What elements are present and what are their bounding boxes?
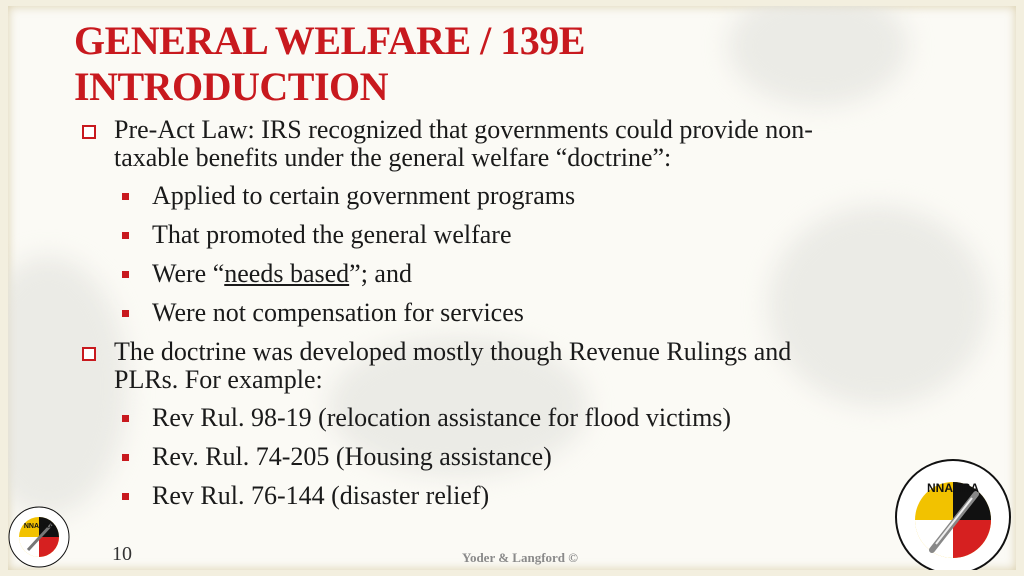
sub-bullet-text: Applied to certain government programs (152, 181, 576, 210)
sub-bullet (76, 299, 956, 327)
sub-bullet (76, 404, 956, 432)
bullet-text-line: taxable benefits under the general welfare “doctrine”: (114, 143, 672, 172)
checkbox-bullet-icon (82, 347, 96, 361)
square-bullet-icon (122, 454, 129, 461)
sub-bullet (76, 221, 956, 249)
square-bullet-icon (122, 493, 129, 500)
square-bullet-icon (122, 271, 129, 278)
sub-bullet-text: Rev Rul. 98-19 (relocation assistance for flood victims) (152, 403, 732, 432)
title-line-1: GENERAL WELFARE / 139E (74, 18, 585, 63)
bullet-text-line: The doctrine was developed mostly though Revenue Rulings and (114, 337, 792, 366)
checkbox-bullet-icon (82, 125, 96, 139)
needs-based-link[interactable]: needs based (224, 259, 350, 288)
sub-bullet (76, 182, 956, 210)
nnahra-logo-small (8, 506, 70, 568)
bullet-text-line: PLRs. For example: (114, 365, 323, 394)
bullet-text-line: Pre-Act Law: IRS recognized that governments could provide non- (114, 115, 813, 144)
sub-bullet-text: Rev Rul. 76-144 (disaster relief) (152, 481, 490, 510)
sub-bullet (76, 260, 956, 288)
square-bullet-icon (122, 310, 129, 317)
square-bullet-icon (122, 193, 129, 200)
title-line-2: INTRODUCTION (74, 64, 389, 109)
footer-credit: Yoder & Langford © (462, 550, 579, 565)
sub-bullet-text: Were “ (152, 259, 225, 288)
nnahra-logo (894, 458, 1012, 570)
square-bullet-icon (122, 415, 129, 422)
sub-bullet-text: ”; and (349, 259, 412, 288)
sub-bullet-text: That promoted the general welfare (152, 220, 512, 249)
page-number: 10 (112, 543, 132, 565)
slide (8, 6, 1016, 570)
svg-text:NNAHRA: NNAHRA (23, 523, 55, 530)
sub-bullet-text: Rev. Rul. 74-205 (Housing assistance) (152, 442, 552, 471)
square-bullet-icon (122, 232, 129, 239)
bullet-doctrine (76, 338, 956, 394)
sub-bullet (76, 482, 956, 510)
slide-title (74, 18, 585, 110)
sub-bullet-text: Were not compensation for services (152, 298, 524, 327)
svg-text:NNAHRA: NNAHRA (927, 481, 979, 495)
bullet-pre-act-law (76, 116, 956, 172)
sub-bullet (76, 443, 956, 471)
bullet-list (76, 116, 956, 521)
